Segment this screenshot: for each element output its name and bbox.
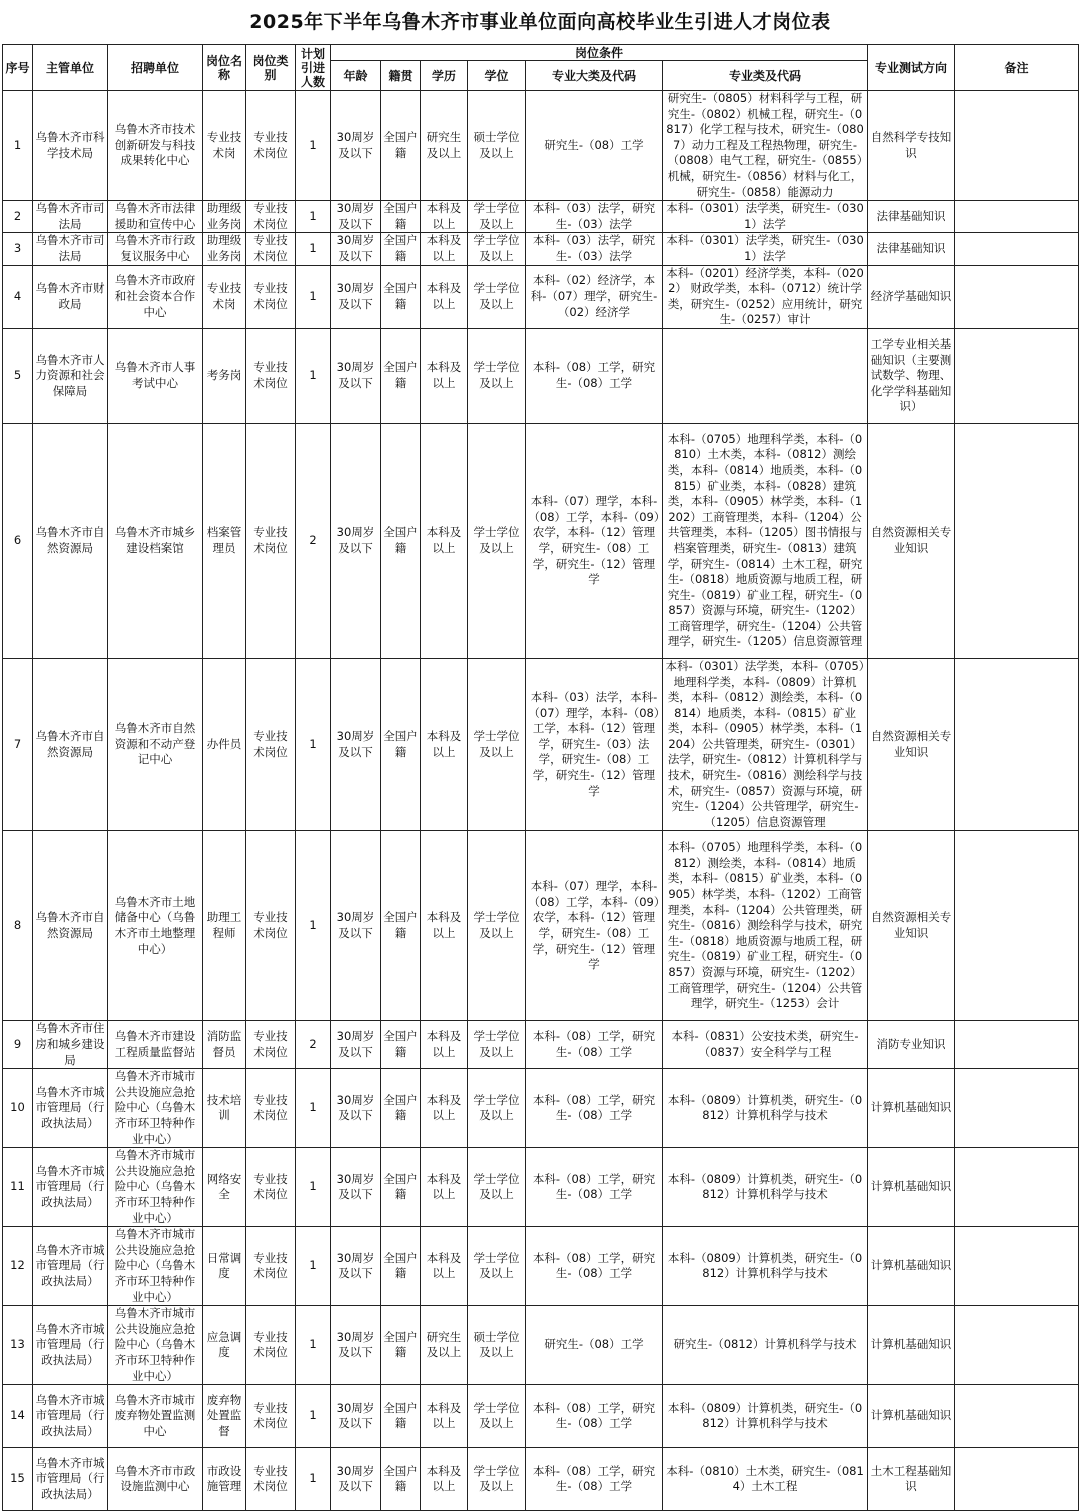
cell-note	[955, 1306, 1079, 1385]
cell-unit: 乌鲁木齐市城市公共设施应急抢险中心（乌鲁木齐市环卫特种作业中心）	[108, 1227, 203, 1306]
cell-post: 档案管理员	[203, 423, 246, 658]
cell-dept: 乌鲁木齐市财政局	[33, 265, 108, 328]
cell-major: 本科-（0705）地理科学类，本科-（0812）测绘类，本科-（0814）地质类，本科-（0815）矿业类，本科-（0905）林学类，本科-（1202）工商管理类，本科-（1204）公共管理类，研究生-（0816）测绘科学与技术，研究生-（0818）地质资源与地质工程，研究生-（0819）矿业工程，研究生-（0857）资源与环境，研究生-（1202）工商管理学，研究生-（1204）公共管理学，研究生-（1253）会计	[663, 831, 868, 1021]
cell-count: 1	[296, 658, 331, 831]
cell-hukou: 全国户籍	[381, 1021, 421, 1069]
cell-dept: 乌鲁木齐市城市管理局（行政执法局）	[33, 1148, 108, 1227]
cell-edu: 本科及以上	[421, 1069, 468, 1148]
cell-degree: 学士学位及以上	[468, 1069, 526, 1148]
cell-major: 本科-（0809）计算机类，研究生-（0812）计算机科学与技术	[663, 1385, 868, 1448]
cell-major: 本科-（0809）计算机类，研究生-（0812）计算机科学与技术	[663, 1227, 868, 1306]
cell-post: 日常调度	[203, 1227, 246, 1306]
cell-post: 助理级业务岗	[203, 201, 246, 233]
cell-degree: 学士学位及以上	[468, 1227, 526, 1306]
cell-type: 专业技术岗位	[246, 1448, 296, 1511]
cell-major-cat: 本科-（08）工学，研究生-（08）工学	[526, 1148, 663, 1227]
cell-note	[955, 831, 1079, 1021]
cell-test: 法律基础知识	[868, 233, 955, 265]
cell-major-cat: 本科-（03）法学，研究生-（03）法学	[526, 233, 663, 265]
cell-hukou: 全国户籍	[381, 233, 421, 265]
cell-type: 专业技术岗位	[246, 1069, 296, 1148]
cell-major-cat: 研究生-（08）工学	[526, 91, 663, 201]
cell-degree: 学士学位及以上	[468, 265, 526, 328]
table-row	[3, 831, 1079, 1021]
cell-test: 自然资源相关专业知识	[868, 658, 955, 831]
cell-note	[955, 1069, 1079, 1148]
cell-major-cat: 本科-（03）法学，研究生-（03）法学	[526, 201, 663, 233]
cell-note	[955, 423, 1079, 658]
cell-test: 自然资源相关专业知识	[868, 423, 955, 658]
cell-hukou: 全国户籍	[381, 265, 421, 328]
cell-seq: 13	[3, 1306, 33, 1385]
cell-type: 专业技术岗位	[246, 233, 296, 265]
table-row	[3, 1021, 1079, 1069]
header-note: 备注	[955, 45, 1079, 91]
cell-post: 消防监督员	[203, 1021, 246, 1069]
cell-count: 1	[296, 1069, 331, 1148]
cell-seq: 6	[3, 423, 33, 658]
cell-major-cat: 本科-（08）工学，研究生-（08）工学	[526, 328, 663, 423]
cell-type: 专业技术岗位	[246, 1306, 296, 1385]
cell-count: 1	[296, 1148, 331, 1227]
cell-age: 30周岁及以下	[331, 831, 381, 1021]
table-row	[3, 423, 1079, 658]
header-age: 年龄	[331, 61, 381, 91]
cell-edu: 本科及以上	[421, 423, 468, 658]
cell-age: 30周岁及以下	[331, 91, 381, 201]
cell-edu: 本科及以上	[421, 658, 468, 831]
cell-edu: 本科及以上	[421, 831, 468, 1021]
header-dept: 主管单位	[33, 45, 108, 91]
cell-hukou: 全国户籍	[381, 91, 421, 201]
cell-hukou: 全国户籍	[381, 1306, 421, 1385]
cell-edu: 本科及以上	[421, 201, 468, 233]
cell-major-cat: 研究生-（08）工学	[526, 1306, 663, 1385]
header-hukou: 籍贯	[381, 61, 421, 91]
cell-seq: 2	[3, 201, 33, 233]
cell-degree: 硕士学位及以上	[468, 91, 526, 201]
cell-note	[955, 1448, 1079, 1511]
cell-type: 专业技术岗位	[246, 831, 296, 1021]
cell-seq: 5	[3, 328, 33, 423]
cell-unit: 乌鲁木齐市城乡建设档案馆	[108, 423, 203, 658]
cell-post: 专业技术岗	[203, 265, 246, 328]
cell-note	[955, 658, 1079, 831]
cell-type: 专业技术岗位	[246, 91, 296, 201]
cell-major: 本科-（0301）法学类，研究生-（0301）法学	[663, 233, 868, 265]
cell-major: 研究生-（0805）材料科学与工程，研究生-（0802）机械工程，研究生-（0817）化学工程与技术，研究生-（0807）动力工程及工程热物理，研究生-（0808）电气工程，研究生-（0855）机械，研究生-（0856）材料与化工，研究生-（0858）能源动力	[663, 91, 868, 201]
cell-post: 助理级业务岗	[203, 233, 246, 265]
cell-age: 30周岁及以下	[331, 1448, 381, 1511]
cell-degree: 学士学位及以上	[468, 201, 526, 233]
cell-type: 专业技术岗位	[246, 658, 296, 831]
table-row	[3, 1227, 1079, 1306]
cell-seq: 14	[3, 1385, 33, 1448]
cell-major-cat: 本科-（07）理学，本科-（08）工学，本科-（09）农学，本科-（12）管理学，研究生-（08）工学，研究生-（12）管理学	[526, 831, 663, 1021]
cell-type: 专业技术岗位	[246, 1021, 296, 1069]
cell-age: 30周岁及以下	[331, 1021, 381, 1069]
cell-hukou: 全国户籍	[381, 831, 421, 1021]
cell-note	[955, 1021, 1079, 1069]
cell-post: 专业技术岗	[203, 91, 246, 201]
positions-table	[2, 44, 1079, 1511]
cell-count: 1	[296, 233, 331, 265]
cell-degree: 学士学位及以上	[468, 233, 526, 265]
cell-post: 技术培训	[203, 1069, 246, 1148]
cell-dept: 乌鲁木齐市自然资源局	[33, 423, 108, 658]
header-edu: 学历	[421, 61, 468, 91]
cell-type: 专业技术岗位	[246, 265, 296, 328]
cell-note	[955, 233, 1079, 265]
cell-unit: 乌鲁木齐市城市公共设施应急抢险中心（乌鲁木齐市环卫特种作业中心）	[108, 1148, 203, 1227]
header-type: 岗位类别	[246, 45, 296, 91]
header-degree: 学位	[468, 61, 526, 91]
cell-major-cat: 本科-（08）工学，研究生-（08）工学	[526, 1448, 663, 1511]
cell-major-cat: 本科-（08）工学，研究生-（08）工学	[526, 1227, 663, 1306]
cell-seq: 7	[3, 658, 33, 831]
cell-edu: 本科及以上	[421, 1227, 468, 1306]
cell-major-cat: 本科-（03）法学，本科-（07）理学，本科-（08）工学，本科-（12）管理学，研究生-（03）法学，研究生-（08）工学，研究生-（12）管理学	[526, 658, 663, 831]
cell-age: 30周岁及以下	[331, 201, 381, 233]
cell-major	[663, 328, 868, 423]
cell-note	[955, 91, 1079, 201]
cell-degree: 学士学位及以上	[468, 328, 526, 423]
header-major-category: 专业大类及代码	[526, 61, 663, 91]
cell-seq: 12	[3, 1227, 33, 1306]
header-unit: 招聘单位	[108, 45, 203, 91]
cell-seq: 4	[3, 265, 33, 328]
cell-age: 30周岁及以下	[331, 1306, 381, 1385]
table-row	[3, 91, 1079, 201]
cell-note	[955, 265, 1079, 328]
cell-count: 2	[296, 423, 331, 658]
cell-age: 30周岁及以下	[331, 423, 381, 658]
cell-post: 市政设施管理	[203, 1448, 246, 1511]
cell-dept: 乌鲁木齐市城市管理局（行政执法局）	[33, 1385, 108, 1448]
cell-degree: 学士学位及以上	[468, 831, 526, 1021]
cell-count: 1	[296, 328, 331, 423]
cell-hukou: 全国户籍	[381, 1448, 421, 1511]
cell-unit: 乌鲁木齐市建设工程质量监督站	[108, 1021, 203, 1069]
cell-hukou: 全国户籍	[381, 423, 421, 658]
cell-dept: 乌鲁木齐市自然资源局	[33, 658, 108, 831]
header-post: 岗位名称	[203, 45, 246, 91]
cell-note	[955, 1227, 1079, 1306]
cell-type: 专业技术岗位	[246, 1227, 296, 1306]
cell-major-cat: 本科-（07）理学，本科-（08）工学，本科-（09）农学，本科-（12）管理学，研究生-（08）工学，研究生-（12）管理学	[526, 423, 663, 658]
cell-unit: 乌鲁木齐市市政设施监测中心	[108, 1448, 203, 1511]
cell-count: 1	[296, 91, 331, 201]
cell-count: 1	[296, 831, 331, 1021]
cell-edu: 本科及以上	[421, 1021, 468, 1069]
cell-degree: 学士学位及以上	[468, 1448, 526, 1511]
cell-type: 专业技术岗位	[246, 1385, 296, 1448]
cell-test: 自然科学专技知识	[868, 91, 955, 201]
cell-major-cat: 本科-（08）工学，研究生-（08）工学	[526, 1021, 663, 1069]
cell-major: 本科-（0301）法学类，本科-（0705）地理科学类，本科-（0809）计算机类，本科-（0812）测绘类，本科-（0814）地质类，本科-（0815）矿业类，本科-（0905）林学类，本科-（1204）公共管理类，研究生-（0301）法学，研究生-（0812）计算机科学与技术，研究生-（0816）测绘科学与技术，研究生-（0857）资源与环境，研究生-（1204）公共管理学，研究生-（1205）信息资源管理	[663, 658, 868, 831]
cell-edu: 本科及以上	[421, 328, 468, 423]
cell-seq: 11	[3, 1148, 33, 1227]
cell-major-cat: 本科-（08）工学，研究生-（08）工学	[526, 1385, 663, 1448]
cell-note	[955, 1385, 1079, 1448]
cell-count: 1	[296, 201, 331, 233]
cell-type: 专业技术岗位	[246, 328, 296, 423]
cell-dept: 乌鲁木齐市自然资源局	[33, 831, 108, 1021]
cell-hukou: 全国户籍	[381, 658, 421, 831]
cell-post: 废弃物处置监督	[203, 1385, 246, 1448]
cell-seq: 9	[3, 1021, 33, 1069]
cell-test: 消防专业知识	[868, 1021, 955, 1069]
table-row	[3, 658, 1079, 831]
cell-unit: 乌鲁木齐市人事考试中心	[108, 328, 203, 423]
cell-edu: 研究生及以上	[421, 1306, 468, 1385]
cell-edu: 本科及以上	[421, 233, 468, 265]
table-row	[3, 1148, 1079, 1227]
cell-major: 本科-（0809）计算机类，研究生-（0812）计算机科学与技术	[663, 1069, 868, 1148]
cell-dept: 乌鲁木齐市住房和城乡建设局	[33, 1021, 108, 1069]
cell-test: 经济学基础知识	[868, 265, 955, 328]
cell-note	[955, 201, 1079, 233]
cell-edu: 本科及以上	[421, 1148, 468, 1227]
table-row	[3, 265, 1079, 328]
cell-degree: 学士学位及以上	[468, 1021, 526, 1069]
cell-major-cat: 本科-（08）工学，研究生-（08）工学	[526, 1069, 663, 1148]
table-row	[3, 1069, 1079, 1148]
cell-post: 应急调度	[203, 1306, 246, 1385]
cell-age: 30周岁及以下	[331, 1069, 381, 1148]
cell-dept: 乌鲁木齐市司法局	[33, 201, 108, 233]
cell-unit: 乌鲁木齐市城市废弃物处置监测中心	[108, 1385, 203, 1448]
cell-test: 法律基础知识	[868, 201, 955, 233]
cell-degree: 学士学位及以上	[468, 1148, 526, 1227]
cell-unit: 乌鲁木齐市行政复议服务中心	[108, 233, 203, 265]
cell-edu: 研究生及以上	[421, 91, 468, 201]
cell-dept: 乌鲁木齐市司法局	[33, 233, 108, 265]
cell-unit: 乌鲁木齐市土地储备中心（乌鲁木齐市土地整理中心）	[108, 831, 203, 1021]
cell-unit: 乌鲁木齐市城市公共设施应急抢险中心（乌鲁木齐市环卫特种作业中心）	[108, 1069, 203, 1148]
cell-unit: 乌鲁木齐市政府和社会资本合作中心	[108, 265, 203, 328]
cell-test: 计算机基础知识	[868, 1148, 955, 1227]
header-test: 专业测试方向	[868, 45, 955, 91]
cell-degree: 学士学位及以上	[468, 423, 526, 658]
cell-major: 本科-（0301）法学类，研究生-（0301）法学	[663, 201, 868, 233]
cell-unit: 乌鲁木齐市城市公共设施应急抢险中心（乌鲁木齐市环卫特种作业中心）	[108, 1306, 203, 1385]
cell-dept: 乌鲁木齐市城市管理局（行政执法局）	[33, 1306, 108, 1385]
cell-test: 工学专业相关基础知识（主要测试数学、物理、化学学科基础知识）	[868, 328, 955, 423]
cell-test: 土木工程基础知识	[868, 1448, 955, 1511]
cell-hukou: 全国户籍	[381, 1385, 421, 1448]
cell-note	[955, 1148, 1079, 1227]
cell-major: 本科-（0705）地理科学类，本科-（0810）土木类，本科-（0812）测绘类，本科-（0814）地质类，本科-（0815）矿业类，本科-（0828）建筑类，本科-（0905）林学类，本科-（1202）工商管理类，本科-（1204）公共管理类，本科-（1205）图书情报与档案管理类，研究生-（0813）建筑学，研究生-（0814）土木工程，研究生-（0818）地质资源与地质工程，研究生-（0819）矿业工程，研究生-（0857）资源与环境，研究生-（1202）工商管理学，研究生-（1204）公共管理学，研究生-（1205）信息资源管理	[663, 423, 868, 658]
table-row	[3, 233, 1079, 265]
cell-unit: 乌鲁木齐市法律援助和宣传中心	[108, 201, 203, 233]
cell-degree: 学士学位及以上	[468, 1385, 526, 1448]
cell-unit: 乌鲁木齐市技术创新研发与科技成果转化中心	[108, 91, 203, 201]
table-row	[3, 1306, 1079, 1385]
cell-age: 30周岁及以下	[331, 328, 381, 423]
cell-age: 30周岁及以下	[331, 1148, 381, 1227]
cell-hukou: 全国户籍	[381, 1069, 421, 1148]
cell-count: 1	[296, 265, 331, 328]
table-row	[3, 201, 1079, 233]
cell-degree: 学士学位及以上	[468, 658, 526, 831]
cell-major-cat: 本科-（02）经济学，本科-（07）理学，研究生-（02）经济学	[526, 265, 663, 328]
cell-major: 本科-（0809）计算机类，研究生-（0812）计算机科学与技术	[663, 1148, 868, 1227]
cell-seq: 15	[3, 1448, 33, 1511]
cell-test: 计算机基础知识	[868, 1227, 955, 1306]
cell-dept: 乌鲁木齐市城市管理局（行政执法局）	[33, 1448, 108, 1511]
cell-seq: 10	[3, 1069, 33, 1148]
cell-post: 助理工程师	[203, 831, 246, 1021]
cell-dept: 乌鲁木齐市城市管理局（行政执法局）	[33, 1227, 108, 1306]
cell-age: 30周岁及以下	[331, 233, 381, 265]
cell-seq: 3	[3, 233, 33, 265]
cell-seq: 8	[3, 831, 33, 1021]
cell-hukou: 全国户籍	[381, 201, 421, 233]
cell-count: 2	[296, 1021, 331, 1069]
cell-unit: 乌鲁木齐市自然资源和不动产登记中心	[108, 658, 203, 831]
cell-post: 网络安全	[203, 1148, 246, 1227]
cell-dept: 乌鲁木齐市人力资源和社会保障局	[33, 328, 108, 423]
cell-edu: 本科及以上	[421, 1448, 468, 1511]
cell-hukou: 全国户籍	[381, 1148, 421, 1227]
cell-age: 30周岁及以下	[331, 658, 381, 831]
cell-hukou: 全国户籍	[381, 1227, 421, 1306]
cell-major: 本科-（0201）经济学类，本科-（0202） 财政学类，本科-（0712）统计学类，研究生-（0252）应用统计，研究生-（0257）审计	[663, 265, 868, 328]
cell-count: 1	[296, 1448, 331, 1511]
cell-count: 1	[296, 1227, 331, 1306]
cell-type: 专业技术岗位	[246, 423, 296, 658]
cell-type: 专业技术岗位	[246, 1148, 296, 1227]
page-title: 2025年下半年乌鲁木齐市事业单位面向高校毕业生引进人才岗位表	[249, 11, 831, 33]
cell-note	[955, 328, 1079, 423]
cell-test: 计算机基础知识	[868, 1385, 955, 1448]
cell-count: 1	[296, 1306, 331, 1385]
cell-post: 考务岗	[203, 328, 246, 423]
cell-edu: 本科及以上	[421, 265, 468, 328]
cell-type: 专业技术岗位	[246, 201, 296, 233]
cell-test: 计算机基础知识	[868, 1069, 955, 1148]
cell-edu: 本科及以上	[421, 1385, 468, 1448]
cell-test: 计算机基础知识	[868, 1306, 955, 1385]
cell-degree: 硕士学位及以上	[468, 1306, 526, 1385]
cell-age: 30周岁及以下	[331, 1227, 381, 1306]
table-row	[3, 1385, 1079, 1448]
cell-major: 本科-（0831）公安技术类，研究生-（0837）安全科学与工程	[663, 1021, 868, 1069]
header-count: 计划引进人数	[296, 45, 331, 91]
cell-seq: 1	[3, 91, 33, 201]
header-seq: 序号	[3, 45, 33, 91]
cell-age: 30周岁及以下	[331, 1385, 381, 1448]
cell-hukou: 全国户籍	[381, 328, 421, 423]
table-row	[3, 328, 1079, 423]
cell-dept: 乌鲁木齐市科学技术局	[33, 91, 108, 201]
cell-age: 30周岁及以下	[331, 265, 381, 328]
cell-major: 本科-（0810）土木类，研究生-（0814）土木工程	[663, 1448, 868, 1511]
cell-major: 研究生-（0812）计算机科学与技术	[663, 1306, 868, 1385]
cell-test: 自然资源相关专业知识	[868, 831, 955, 1021]
cell-dept: 乌鲁木齐市城市管理局（行政执法局）	[33, 1069, 108, 1148]
header-conditions: 岗位条件	[331, 45, 868, 61]
header-major: 专业类及代码	[663, 61, 868, 91]
cell-count: 1	[296, 1385, 331, 1448]
cell-post: 办件员	[203, 658, 246, 831]
table-row	[3, 1448, 1079, 1511]
